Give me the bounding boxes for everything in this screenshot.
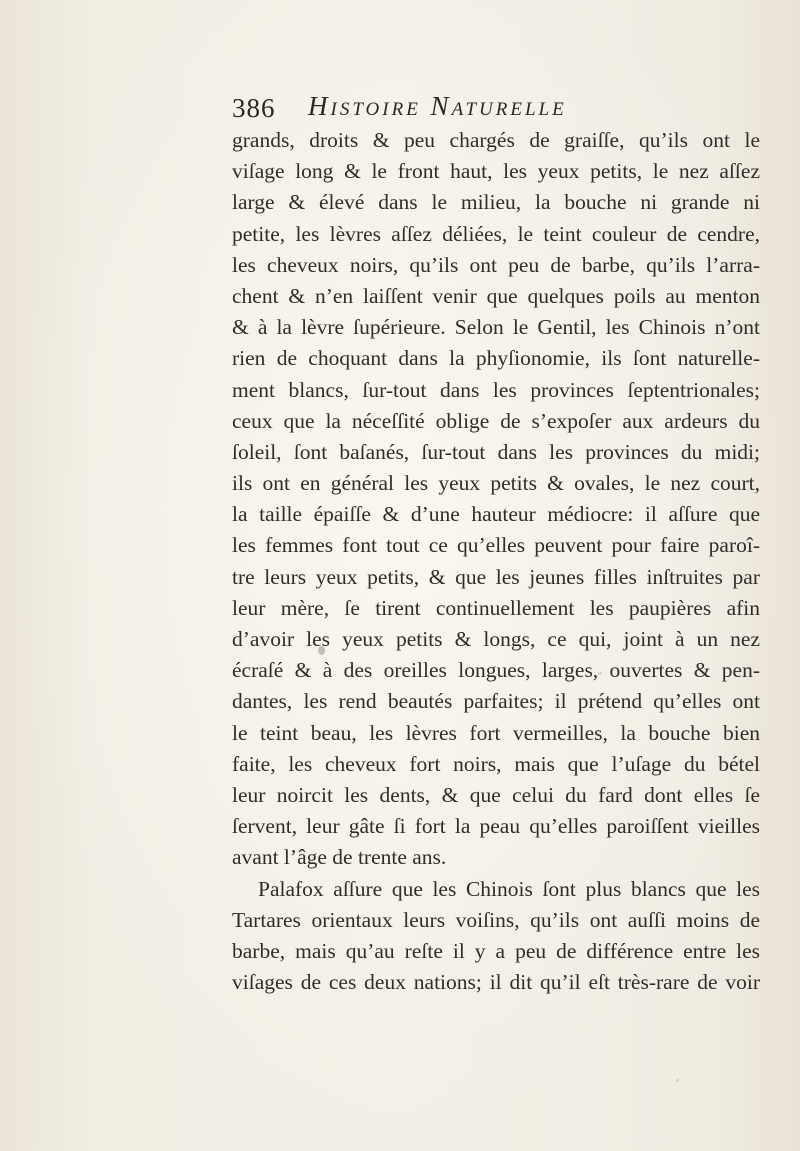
text-line: ment blancs, ſur-tout dans les provinces ſeptentrionales; [232, 377, 760, 402]
text-line: viſage long & le front haut, les yeux petits, le nez aſſez [232, 159, 760, 184]
text-line: Palafox aſſure que les Chinois ſont plus blancs que les [258, 876, 760, 901]
text-line: d’avoir les yeux petits & longs, ce qui, joint à un nez [232, 627, 760, 651]
text-line: chent & n’en laiſſent venir que quelques poils au menton [232, 283, 760, 308]
text-line: large & élevé dans le milieu, la bouche ni grande ni [232, 190, 760, 215]
text-line: dantes, les rend beautés parfaites; il prétend qu’elles ont [232, 689, 760, 714]
body-text [232, 125, 760, 998]
text-line: les femmes font tout ce qu’elles peuvent pour faire paroî- [232, 533, 760, 558]
paper-speck [676, 1079, 679, 1082]
text-line: faite, les cheveux fort noirs, mais que l’uſage du bétel [232, 751, 760, 776]
text-line: rien de choquant dans la phyſionomie, ils ſont naturelle- [232, 346, 760, 371]
text-line: ceux que la néceſſité oblige de s’expoſer aux ardeurs du [232, 408, 760, 433]
text-line: Tartares orientaux leurs voiſins, qu’ils ont auſſi moins de [232, 907, 760, 932]
text-line: ils ont en général les yeux petits & ovales, le nez court, [232, 471, 760, 496]
text-line: viſages de ces deux nations; il dit qu’il eſt très-rare de voir [232, 970, 760, 995]
text-line: tre leurs yeux petits, & que les jeunes filles inſtruites par [232, 564, 760, 589]
text-line: la taille épaiſſe & d’une hauteur médiocre: il aſſure que [232, 502, 760, 527]
running-head: Histoire Naturelle [308, 91, 567, 121]
text-line: les cheveux noirs, qu’ils ont peu de barbe, qu’ils l’arra- [232, 252, 760, 277]
text-line: ſoleil, ſont baſanés, ſur-tout dans les provinces du midi; [232, 439, 760, 464]
text-line: leur mère, ſe tirent continuellement les paupières afin [232, 595, 760, 620]
paper-speck [318, 646, 325, 655]
text-line: grands, droits & peu chargés de graiſſe, qu’ils ont le [232, 128, 760, 152]
paper-speck [598, 672, 602, 675]
text-line: leur noircit les dents, & que celui du fard dont elles ſe [232, 782, 760, 807]
text-line: écraſé & à des oreilles longues, larges, ouvertes & pen- [232, 658, 760, 683]
text-line: le teint beau, les lèvres fort vermeilles, la bouche bien [232, 720, 760, 745]
page-header [232, 91, 652, 127]
paragraph [232, 874, 760, 999]
text-line: barbe, mais qu’au reſte il y a peu de différence entre les [232, 938, 760, 963]
text-line: petite, les lèvres aſſez déliées, le teint couleur de cendre, [232, 221, 760, 246]
text-line: avant l’âge de trente ans. [232, 845, 447, 870]
text-line: ſervent, leur gâte ſi fort la peau qu’elles paroiſſent vieilles [232, 814, 760, 839]
text-line: & à la lèvre ſupérieure. Selon le Gentil, les Chinois n’ont [232, 315, 760, 340]
page-number: 386 [232, 93, 276, 123]
paragraph [232, 125, 760, 874]
